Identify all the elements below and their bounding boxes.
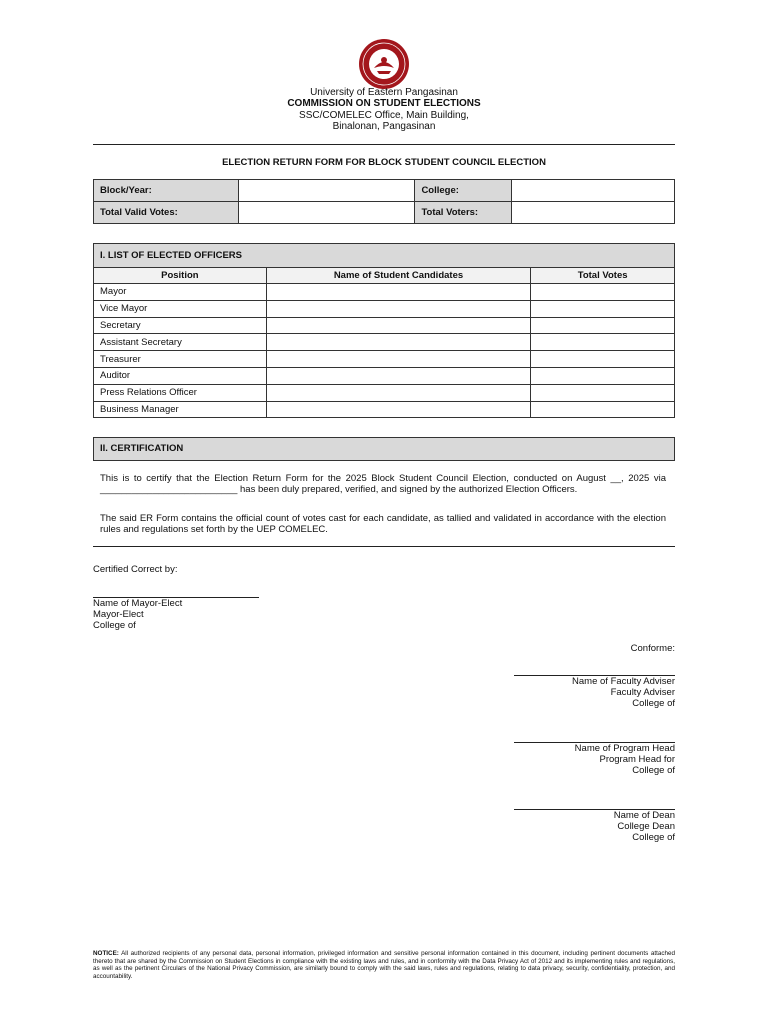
votes-cell[interactable]: [531, 334, 675, 351]
votes-cell[interactable]: [531, 401, 675, 418]
candidate-name-cell[interactable]: [266, 317, 531, 334]
total-valid-votes-field[interactable]: [238, 202, 415, 224]
total-valid-votes-label: Total Valid Votes:: [94, 202, 239, 224]
candidate-name-cell[interactable]: [266, 351, 531, 368]
privacy-notice: [93, 950, 675, 980]
university-seal-logo: [358, 38, 410, 90]
candidate-name-cell[interactable]: [266, 284, 531, 301]
position-cell: Auditor: [94, 367, 267, 384]
table-row: [94, 401, 675, 418]
candidate-name-cell[interactable]: [266, 367, 531, 384]
program-head-college: College of: [632, 765, 675, 776]
position-cell: Assistant Secretary: [94, 334, 267, 351]
votes-cell[interactable]: [531, 384, 675, 401]
form-title: ELECTION RETURN FORM FOR BLOCK STUDENT COUNCIL ELECTION: [222, 157, 546, 168]
table-row: [94, 317, 675, 334]
table-row: [94, 334, 675, 351]
col-position-header: Position: [94, 268, 267, 284]
position-cell: Vice Mayor: [94, 300, 267, 317]
adviser-title: Faculty Adviser: [610, 687, 675, 698]
mayor-name: Name of Mayor-Elect: [93, 598, 183, 609]
table-row: [94, 384, 675, 401]
office-location: Binalonan, Pangasinan: [332, 121, 436, 132]
college-label: College:: [415, 180, 512, 202]
header-divider: [93, 144, 675, 145]
votes-cell[interactable]: [531, 367, 675, 384]
certification-paragraph-1: This is to certify that the Election Return Form for the 2025 Block Student Council Election, conducted on August __, 2025 via __________________________ has been duly prepared, verified, and signed by the authorized Election Officers.: [100, 473, 666, 495]
block-year-label: Block/Year:: [94, 180, 239, 202]
table-row: [94, 367, 675, 384]
office-address: SSC/COMELEC Office, Main Building,: [299, 110, 469, 121]
certified-correct-label: Certified Correct by:: [93, 564, 178, 575]
commission-name: COMMISSION ON STUDENT ELECTIONS: [287, 98, 481, 109]
col-name-header: Name of Student Candidates: [266, 268, 531, 284]
table-row: [94, 300, 675, 317]
university-name: University of Eastern Pangasinan: [310, 87, 458, 98]
adviser-college: College of: [632, 698, 675, 709]
table-row: [94, 284, 675, 301]
position-cell: Press Relations Officer: [94, 384, 267, 401]
votes-cell[interactable]: [531, 284, 675, 301]
position-cell: Business Manager: [94, 401, 267, 418]
block-year-field[interactable]: [238, 180, 415, 202]
total-voters-field[interactable]: [512, 202, 675, 224]
certification-divider: [93, 546, 675, 547]
position-cell: Treasurer: [94, 351, 267, 368]
votes-cell[interactable]: [531, 317, 675, 334]
position-cell: Secretary: [94, 317, 267, 334]
conforme-label: Conforme:: [630, 643, 675, 654]
certification-paragraph-2: The said ER Form contains the official count of votes cast for each candidate, as tallied and validated in accordance with the election rules and regulations set forth by the UEP COMELEC.: [100, 513, 666, 535]
dean-name: Name of Dean: [613, 810, 675, 821]
adviser-name: Name of Faculty Adviser: [572, 676, 675, 687]
votes-cell[interactable]: [531, 351, 675, 368]
position-cell: Mayor: [94, 284, 267, 301]
elected-officers-table: [93, 243, 675, 418]
info-table: [93, 179, 675, 224]
dean-college: College of: [632, 832, 675, 843]
certification-section-title: II. CERTIFICATION: [93, 437, 675, 461]
candidate-name-cell[interactable]: [266, 384, 531, 401]
dean-title: College Dean: [617, 821, 675, 832]
college-field[interactable]: [512, 180, 675, 202]
mayor-college: College of: [93, 620, 136, 631]
candidate-name-cell[interactable]: [266, 401, 531, 418]
officers-section-title: I. LIST OF ELECTED OFFICERS: [94, 244, 675, 268]
program-head-name: Name of Program Head: [574, 743, 675, 754]
total-voters-label: Total Voters:: [415, 202, 512, 224]
mayor-title: Mayor-Elect: [93, 609, 144, 620]
table-row: [94, 351, 675, 368]
votes-cell[interactable]: [531, 300, 675, 317]
candidate-name-cell[interactable]: [266, 334, 531, 351]
candidate-name-cell[interactable]: [266, 300, 531, 317]
notice-label: NOTICE:: [93, 950, 119, 957]
program-head-title: Program Head for: [599, 754, 675, 765]
col-votes-header: Total Votes: [531, 268, 675, 284]
notice-text: All authorized recipients of any personal data, personal information, privileged information and sensitive personal information contained in this document, including pertinent documents attached thereto that are shared by the Commission on Student Elections in compliance with the existing laws and rules, and in conformity with the Data Privacy Act of 2012 and its implementing rules and regulations, as well as the pertinent Circulars of the National Privacy Commission, are similarly bound to comply with the said laws, rules and regulations, relating to data privacy, security, confidentiality, protection, and accountability.: [93, 950, 675, 980]
